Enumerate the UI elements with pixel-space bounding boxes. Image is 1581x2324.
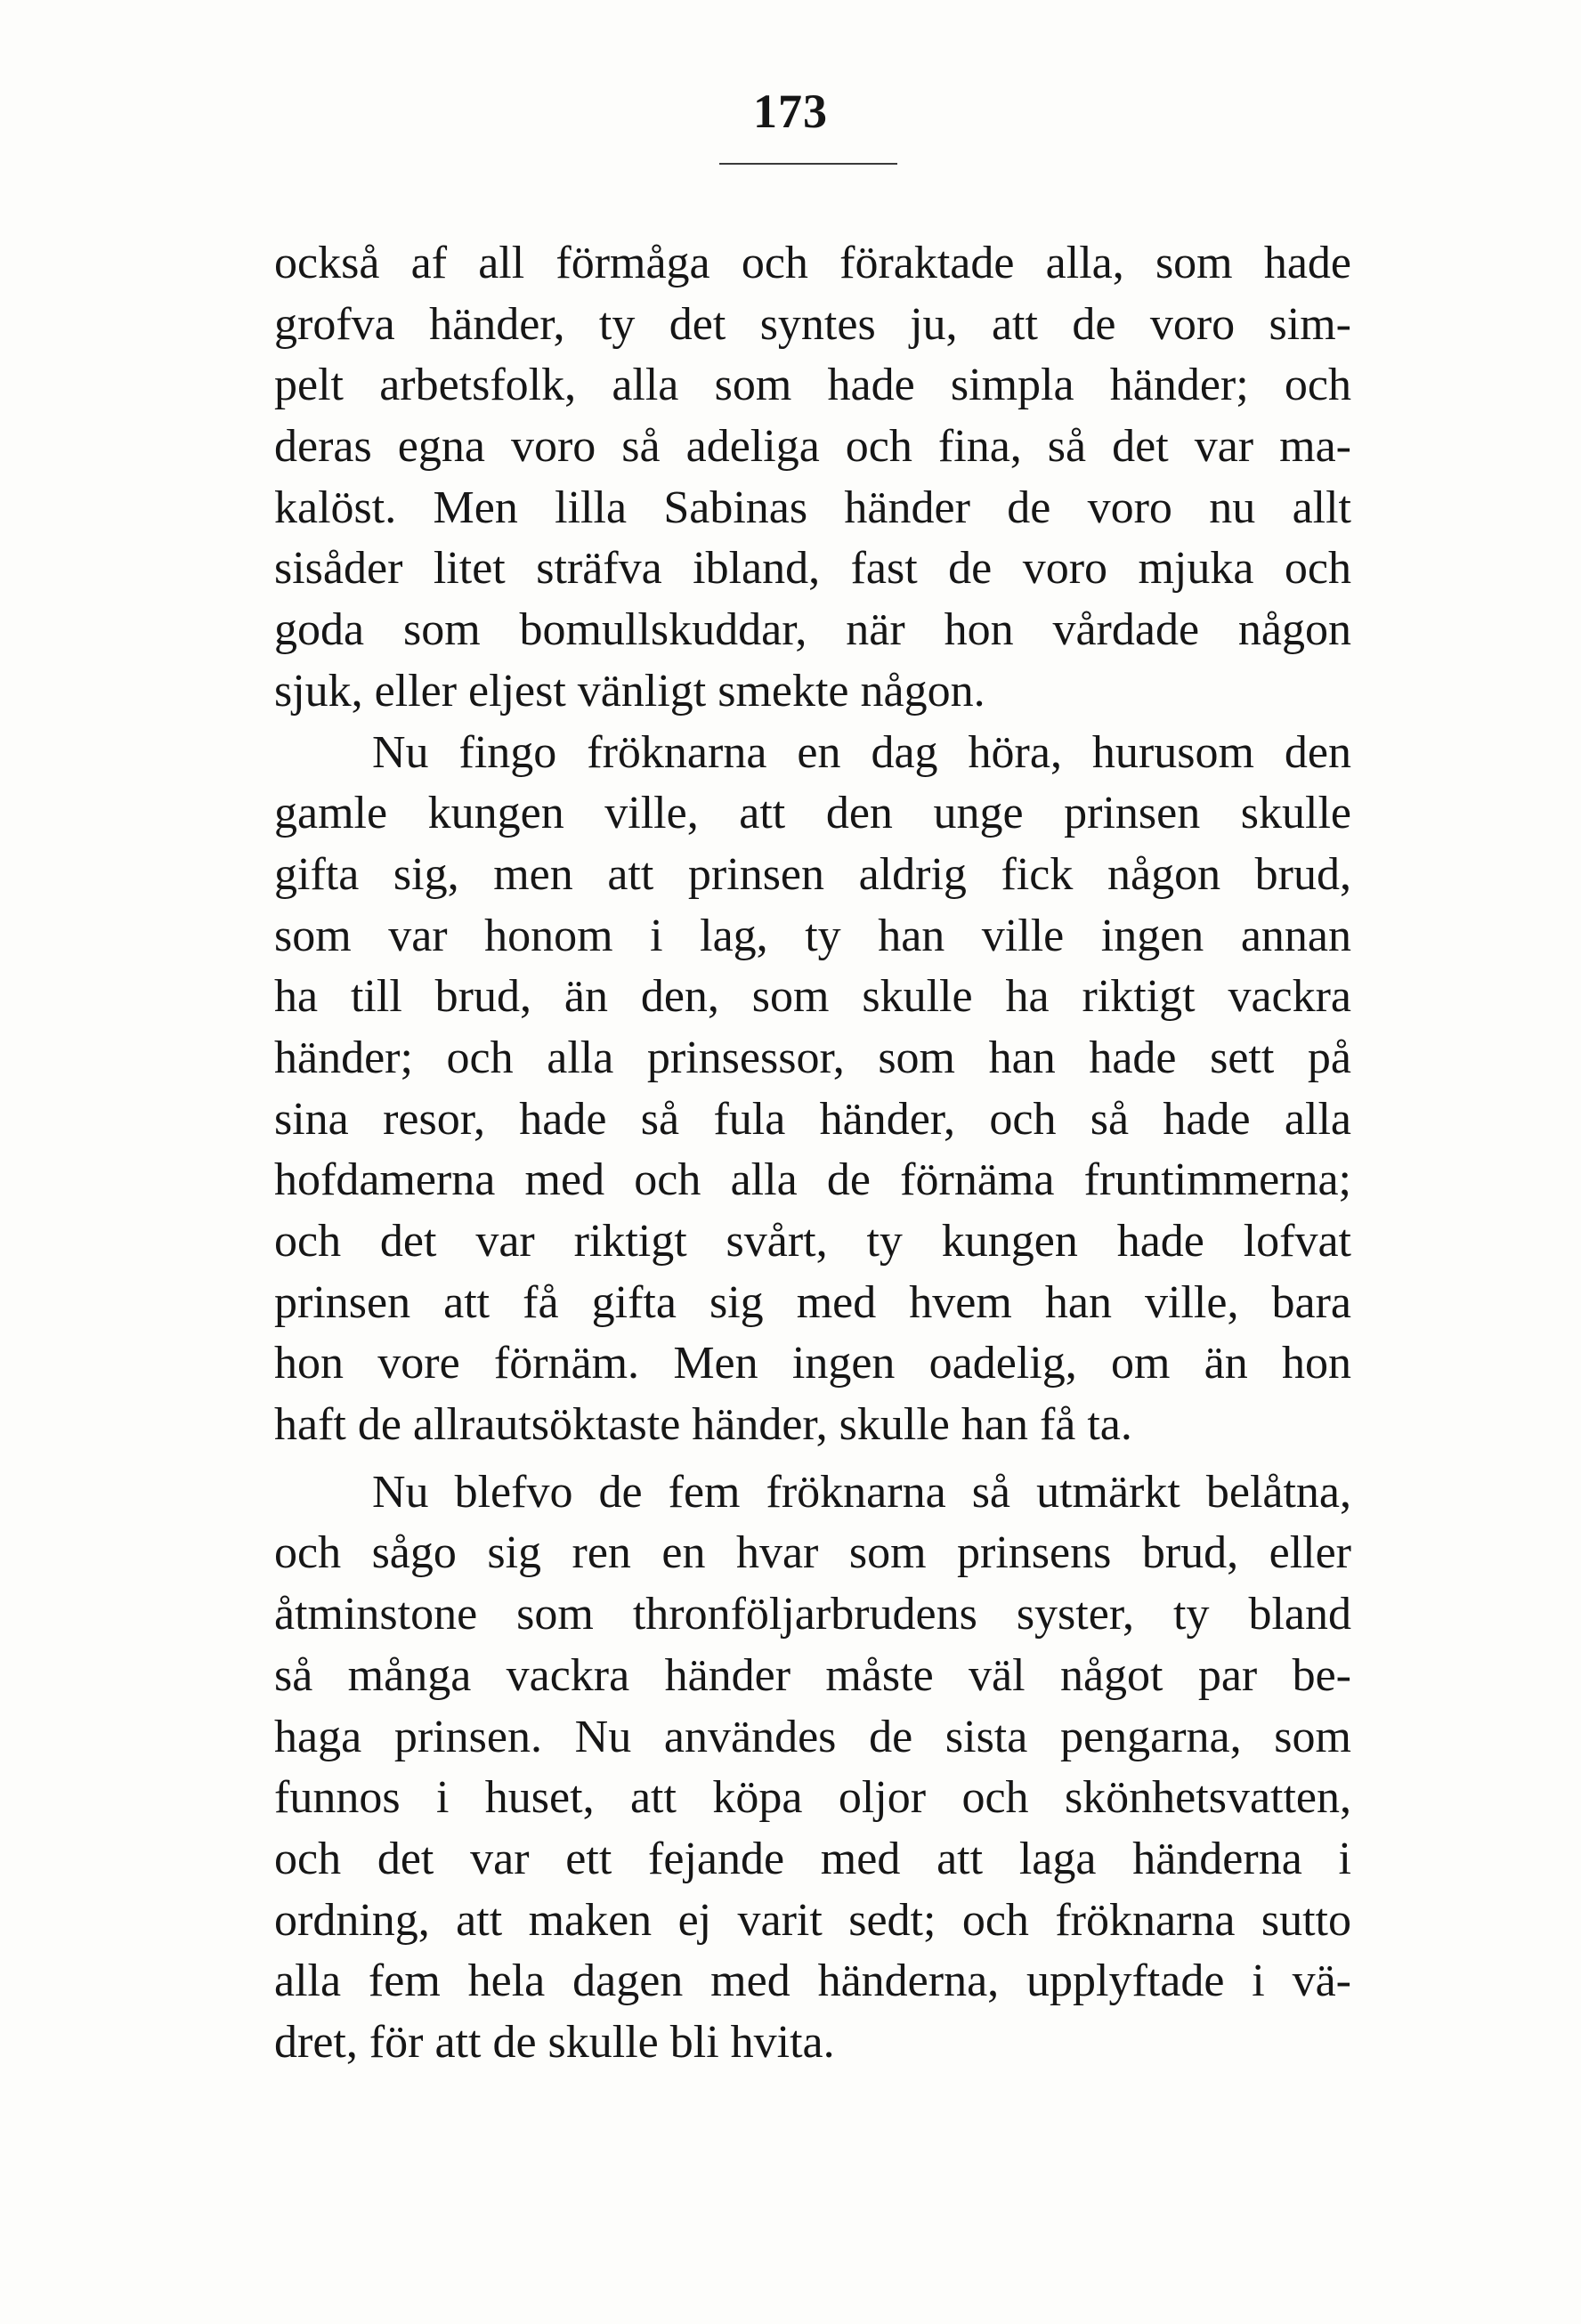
text-line: så många vackra händer måste väl något par be-: [274, 1649, 1351, 1701]
text-line: gamle kungen ville, att den unge prinsen skulle: [274, 788, 1351, 839]
text-line: goda som bomullskuddar, när hon vårdade någon: [274, 604, 1351, 656]
text-line: gifta sig, men att prinsen aldrig fick någon brud,: [274, 848, 1351, 900]
text-line: pelt arbetsfolk, alla som hade simpla händer; och: [274, 360, 1351, 411]
text-line: haft de allrautsöktaste händer, skulle han få ta.: [274, 1399, 1132, 1451]
text-line: sjuk, eller eljest vänligt smekte någon.: [274, 665, 985, 717]
text-line: ha till brud, än den, som skulle ha riktigt vackra: [274, 971, 1351, 1023]
text-line: och det var riktigt svårt, ty kungen hade lofvat: [274, 1216, 1351, 1267]
text-line: sina resor, hade så fula händer, och så hade alla: [274, 1093, 1351, 1145]
text-line: alla fem hela dagen med händerna, upplyftade i vä-: [274, 1956, 1351, 2007]
text-line: Nu fingo fröknarna en dag höra, hurusom den: [372, 726, 1351, 778]
text-line: sisåder litet sträfva ibland, fast de voro mjuka och: [274, 543, 1351, 595]
paragraph-1: [274, 233, 1351, 723]
text-line: prinsen att få gifta sig med hvem han ville, bara: [274, 1276, 1351, 1328]
text-line: hon vore förnäm. Men ingen oadelig, om än hon: [274, 1338, 1351, 1389]
text-line: hofdamerna med och alla de förnäma fruntimmerna;: [274, 1154, 1351, 1206]
text-line: grofva händer, ty det syntes ju, att de voro sim-: [274, 298, 1351, 350]
text-line: händer; och alla prinsessor, som han hade sett på: [274, 1032, 1351, 1083]
text-line: och sågo sig ren en hvar som prinsens brud, eller: [274, 1527, 1351, 1579]
text-line: som var honom i lag, ty han ville ingen annan: [274, 910, 1351, 961]
body-text: [274, 233, 1351, 2074]
text-line: deras egna voro så adeliga och fina, så det var ma-: [274, 421, 1351, 473]
header-rule: [719, 163, 897, 165]
page-number: 173: [753, 85, 828, 138]
text-line: och det var ett fejande med att laga händerna i: [274, 1833, 1351, 1884]
paragraph-3: [274, 1462, 1351, 2074]
text-line: funnos i huset, att köpa oljor och skönhetsvatten,: [274, 1772, 1351, 1824]
text-line: åtminstone som thronföljarbrudens syster, ty bland: [274, 1589, 1351, 1640]
text-line: också af all förmåga och föraktade alla, som hade: [274, 238, 1351, 288]
text-line: ordning, att maken ej varit sedt; och fröknarna sutto: [274, 1894, 1351, 1946]
text-line: haga prinsen. Nu användes de sista pengarna, som: [274, 1711, 1351, 1762]
paragraph-2: [274, 723, 1351, 1456]
text-line: dret, för att de skulle bli hvita.: [274, 2016, 835, 2068]
text-line: kalöst. Men lilla Sabinas händer de voro nu allt: [274, 482, 1351, 533]
text-line: Nu blefvo de fem fröknarna så utmärkt belåtna,: [372, 1466, 1351, 1518]
